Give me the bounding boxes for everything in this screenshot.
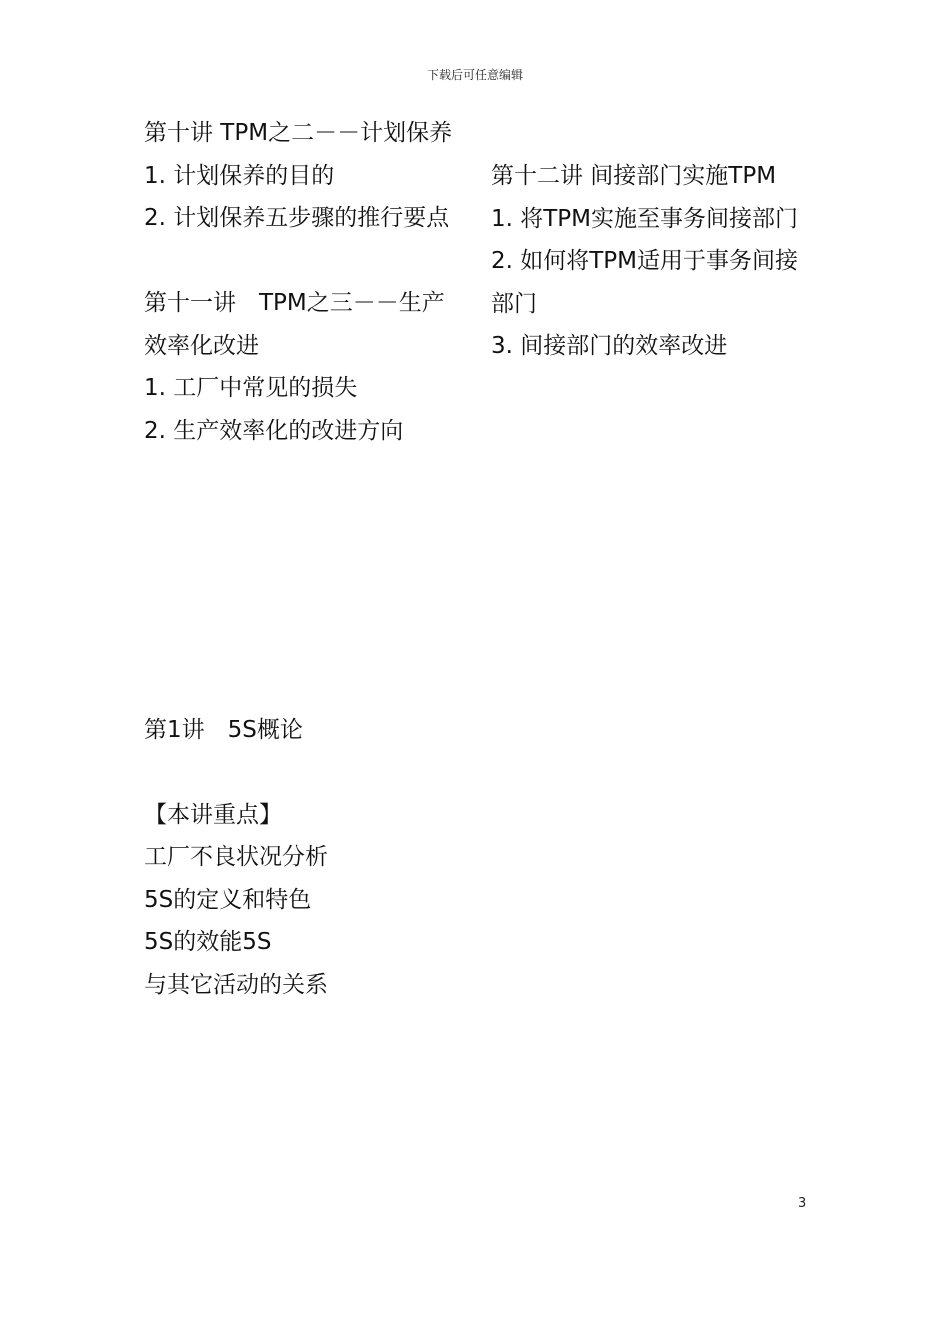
right-column	[491, 155, 798, 368]
lecture-12-title: 第十二讲 间接部门实施TPM	[491, 163, 777, 189]
key-points-heading: 【本讲重点】	[144, 801, 282, 828]
lecture-10-item-2: 2. 计划保养五步骤的推行要点	[144, 205, 450, 231]
spacer	[144, 240, 452, 283]
lecture-1-section	[144, 709, 328, 1006]
lecture-12-item-2-line-1: 2. 如何将TPM适用于事务间接	[491, 248, 799, 274]
page-number: 3	[798, 1196, 807, 1211]
lecture-12-item-1: 1. 将TPM实施至事务间接部门	[491, 205, 799, 232]
left-column	[144, 112, 452, 452]
page-header: 下载后可任意编辑	[426, 68, 523, 82]
lecture-11-title-line-1: 第十一讲 TPM之三－－生产	[144, 290, 445, 316]
lecture-11-item-1: 1. 工厂中常见的损失	[144, 375, 358, 401]
lecture-12-item-2-line-2: 部门	[491, 290, 537, 317]
lecture-10-title: 第十讲 TPM之二－－计划保养	[144, 120, 453, 146]
key-point-item: 与其它活动的关系	[144, 971, 328, 998]
key-point-item: 工厂不良状况分析	[144, 844, 328, 870]
key-point-item: 5S的定义和特色	[144, 886, 312, 913]
lecture-12-item-3: 3. 间接部门的效率改进	[491, 333, 728, 359]
lecture-11-title-line-2: 效率化改进	[144, 332, 259, 359]
section-title: 第1讲 5S概论	[144, 717, 303, 743]
lecture-11-item-2: 2. 生产效率化的改进方向	[144, 417, 404, 444]
key-point-item: 5S的效能5S	[144, 929, 272, 955]
lecture-10-item-1: 1. 计划保养的目的	[144, 162, 335, 189]
spacer	[144, 752, 328, 794]
